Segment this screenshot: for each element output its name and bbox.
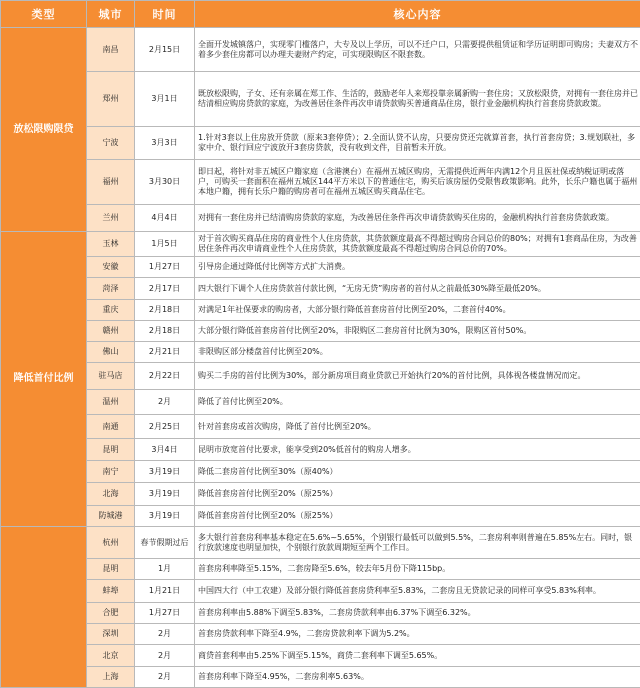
time-cell: 1月 [135, 559, 195, 580]
city-cell: 玉林 [87, 232, 135, 257]
content-cell [195, 415, 640, 439]
content-cell [195, 127, 640, 160]
time-cell: 2月17日 [135, 278, 195, 300]
city-cell: 佛山 [87, 342, 135, 363]
content-text: 降低首套房首付比例至20%（原25%） [198, 489, 638, 499]
content-cell [195, 624, 640, 645]
content-cell [195, 160, 640, 205]
content-text: 对拥有一套住房并已结清购房贷款的家庭，为改善居住条件再次申请贷款购买住房的，金融机构执行首套房贷款政策。 [198, 213, 638, 223]
table-row [1, 342, 640, 363]
content-cell [195, 72, 640, 127]
content-text: 首套房贷款利率下降至4.9%，二套房贷款利率下调为5.2%。 [198, 629, 638, 639]
table-row [1, 28, 640, 72]
header-city: 城市 [87, 1, 135, 28]
table-row [1, 257, 640, 278]
content-cell [195, 506, 640, 527]
table-row [1, 580, 640, 603]
city-cell: 赣州 [87, 321, 135, 342]
content-cell [195, 439, 640, 461]
content-text: 四大银行下调个人住房贷款首付款比例，“无房无贷”购房者的首付从之前最低30%降至最低20%。 [198, 284, 638, 294]
header-row [1, 1, 640, 28]
city-cell: 昆明 [87, 439, 135, 461]
table-row [1, 205, 640, 232]
content-text: 商贷首套利率由5.25%下调至5.15%，商贷二套利率下调至5.65%。 [198, 651, 638, 661]
city-cell: 温州 [87, 390, 135, 415]
table-row [1, 278, 640, 300]
content-cell [195, 257, 640, 278]
content-cell [195, 363, 640, 390]
header-type: 类型 [1, 1, 87, 28]
time-cell: 3月4日 [135, 439, 195, 461]
city-cell: 宁波 [87, 127, 135, 160]
content-cell [195, 300, 640, 321]
table-row [1, 603, 640, 624]
content-text: 首套房利率降至5.15%，二套房降至5.6%，较去年5月份下降115bp。 [198, 564, 638, 574]
header-content: 核心内容 [195, 1, 640, 28]
table-row [1, 415, 640, 439]
time-cell: 3月1日 [135, 72, 195, 127]
content-text: 多大银行首套房利率基本稳定在5.6%~5.65%，个别银行最低可以做到5.5%，二套房利率则普遍在5.85%左右。同时，银行放款速度也明显加快，个别银行放款周期短至两个工作日。 [198, 533, 638, 553]
table-row [1, 160, 640, 205]
content-text: 1.针对3套以上住房放开贷款（原来3套停贷）；2.全面认贷不认房，只要房贷还完就算首套，执行首套房贷；3.规划联社，多家中介、银行回应宁波放开3套房贷款，没有收到文件，目前暂未开放。 [198, 133, 638, 153]
section-type-cell: 降低首付比例 [1, 232, 87, 527]
table-row [1, 300, 640, 321]
content-cell [195, 483, 640, 506]
section-type-cell: 放松限购限贷 [1, 28, 87, 232]
content-cell [195, 461, 640, 483]
city-cell: 兰州 [87, 205, 135, 232]
table-row [1, 527, 640, 559]
city-cell: 菏泽 [87, 278, 135, 300]
content-cell [195, 527, 640, 559]
time-cell: 2月 [135, 645, 195, 667]
content-text: 全面开发城镇落户，实现零门槛落户，大专及以上学历，可以不迁户口，只需要提供租赁证和学历证明即可购房；夫妻双方不着多少套住房都可以办理夫妻财产约定，可实现限购区不限套数。 [198, 40, 638, 60]
time-cell: 2月 [135, 390, 195, 415]
city-cell: 北海 [87, 483, 135, 506]
table-row [1, 232, 640, 257]
content-text: 既放松限购，子女、还有亲属在郑工作、生活的，鼓励老年人来郑投靠亲属新购一套住房；又放松限贷，对拥有一套住房并已结清相应购房贷款的家庭，为改善居住条件再次申请贷款购买普通商品住房，银行业金融机构执行首套房贷款政策。 [198, 89, 638, 109]
time-cell: 1月21日 [135, 580, 195, 603]
content-text: 大部分银行降低首套房首付比例至20%，非限购区二套房首付比例为30%，限购区首付50%。 [198, 326, 638, 336]
city-cell: 南宁 [87, 461, 135, 483]
content-text: 中国四大行（中工农建）及部分银行降低首套房贷利率至5.83%，二套房且无贷款记录的同样可享受5.83%利率。 [198, 586, 638, 596]
header-time: 时间 [135, 1, 195, 28]
content-cell [195, 232, 640, 257]
city-cell: 合肥 [87, 603, 135, 624]
time-cell: 1月27日 [135, 257, 195, 278]
city-cell: 杭州 [87, 527, 135, 559]
table-row [1, 461, 640, 483]
table-row [1, 483, 640, 506]
content-text: 昆明市放宽首付比要求，能享受到20%低首付的购房人增多。 [198, 445, 638, 455]
content-cell [195, 667, 640, 688]
content-cell [195, 645, 640, 667]
content-cell [195, 580, 640, 603]
content-text: 非限购区部分楼盘首付比例至20%。 [198, 347, 638, 357]
content-text: 首套房利率由5.88%下调至5.83%，二套房贷款利率由6.37%下调至6.32%。 [198, 608, 638, 618]
table-row [1, 645, 640, 667]
time-cell: 2月15日 [135, 28, 195, 72]
time-cell: 3月19日 [135, 483, 195, 506]
content-cell [195, 205, 640, 232]
time-cell: 2月25日 [135, 415, 195, 439]
content-text: 引导房企通过降低付比例等方式扩大消费。 [198, 262, 638, 272]
time-cell: 2月 [135, 667, 195, 688]
city-cell: 蚌埠 [87, 580, 135, 603]
time-cell: 2月22日 [135, 363, 195, 390]
content-cell [195, 390, 640, 415]
city-cell: 防城港 [87, 506, 135, 527]
time-cell: 1月5日 [135, 232, 195, 257]
table-row [1, 439, 640, 461]
time-cell: 2月 [135, 624, 195, 645]
content-text: 购买二手房的首付比例为30%，部分新房项目商业贷款已开始执行20%的首付比例，具体视各楼盘情况而定。 [198, 371, 638, 381]
table-row [1, 559, 640, 580]
content-cell [195, 28, 640, 72]
city-cell: 南通 [87, 415, 135, 439]
table-row [1, 506, 640, 527]
time-cell: 春节假期过后 [135, 527, 195, 559]
content-cell [195, 603, 640, 624]
content-text: 降低二套房首付比例至30%（原40%） [198, 467, 638, 477]
time-cell: 3月19日 [135, 461, 195, 483]
table-row [1, 321, 640, 342]
table-row [1, 390, 640, 415]
content-text: 降低首套房首付比例至20%（原25%） [198, 511, 638, 521]
table-row [1, 667, 640, 688]
city-cell: 福州 [87, 160, 135, 205]
city-cell: 重庆 [87, 300, 135, 321]
content-cell [195, 321, 640, 342]
city-cell: 上海 [87, 667, 135, 688]
content-text: 降低了首付比例至20%。 [198, 397, 638, 407]
time-cell: 2月21日 [135, 342, 195, 363]
time-cell: 3月30日 [135, 160, 195, 205]
content-cell [195, 278, 640, 300]
city-cell: 南昌 [87, 28, 135, 72]
content-text: 针对首套房或首次购房，降低了首付比例至20%。 [198, 422, 638, 432]
time-cell: 2月18日 [135, 321, 195, 342]
content-text: 对于首次购买商品住房的商业性个人住房贷款，其贷款额度最高不得超过购房合同总价的80%；对拥有1套商品住房，为改善居住条件再次申请商业性个人住房贷款，其贷款额度最高不得超过购房合同总价的70%。 [198, 234, 638, 254]
content-text: 首套房利率下降至4.95%，二套房利率5.63%。 [198, 672, 638, 682]
time-cell: 1月27日 [135, 603, 195, 624]
table-row [1, 127, 640, 160]
content-cell [195, 342, 640, 363]
city-cell: 驻马店 [87, 363, 135, 390]
city-cell: 安徽 [87, 257, 135, 278]
time-cell: 3月3日 [135, 127, 195, 160]
table-row [1, 72, 640, 127]
time-cell: 2月18日 [135, 300, 195, 321]
content-cell [195, 559, 640, 580]
city-cell: 北京 [87, 645, 135, 667]
content-text: 即日起，将针对非五城区户籍家庭（含港澳台）在福州五城区购房，无需提供近两年内满12个月且医社保或纳税证明或落户，可购买一套面积在福州五城区144平方米以下的普通住宅，购买后该房屋仍受限售政策影响。此外，长乐户籍也属于福州本地户籍，拥有长乐户籍的购房者可在福州五城区购买商品住宅。 [198, 167, 638, 197]
content-text: 对满足1年社保要求的购房者，大部分银行降低首套房首付比例至20%，二套首付40%。 [198, 305, 638, 315]
time-cell: 3月19日 [135, 506, 195, 527]
table-row [1, 363, 640, 390]
city-cell: 昆明 [87, 559, 135, 580]
table-row [1, 624, 640, 645]
section-type-cell [1, 527, 87, 688]
city-cell: 郑州 [87, 72, 135, 127]
city-cell: 深圳 [87, 624, 135, 645]
time-cell: 4月4日 [135, 205, 195, 232]
